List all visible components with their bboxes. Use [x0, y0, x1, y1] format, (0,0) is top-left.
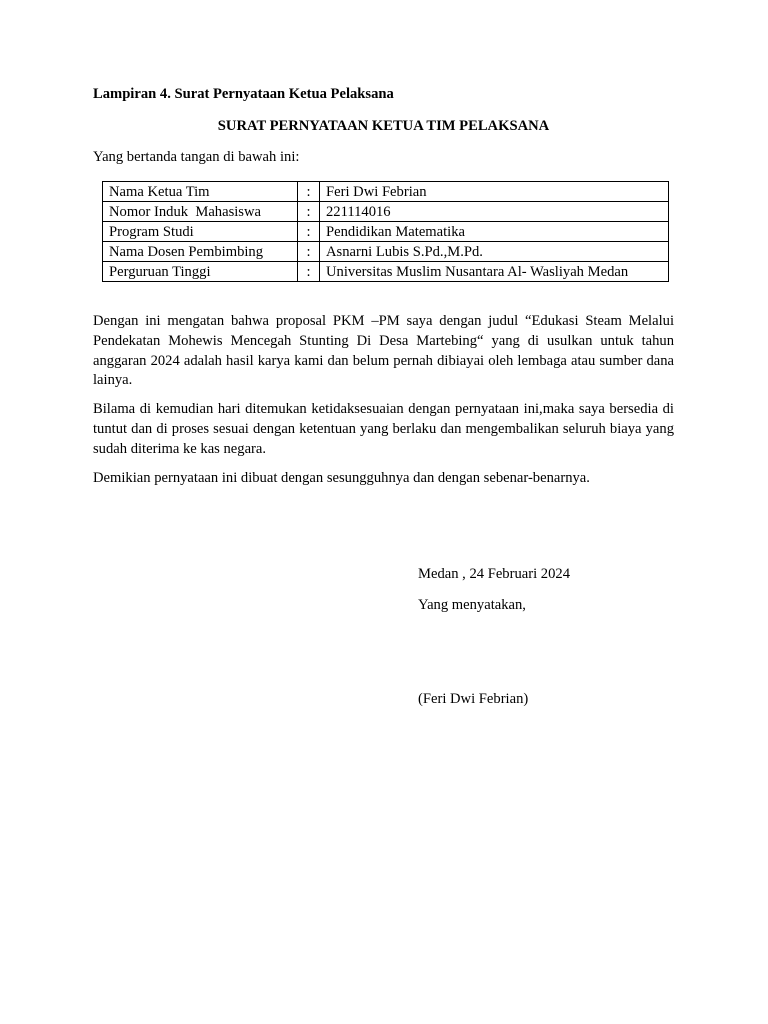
letter-title: SURAT PERNYATAAN KETUA TIM PELAKSANA: [217, 118, 550, 134]
row-separator: :: [298, 262, 320, 282]
row-label: Nama Ketua Tim: [103, 182, 298, 202]
closing-paragraph: Demikian pernyataan ini dibuat dengan sesungguhnya dan dengan sebenar-benarnya.: [93, 470, 590, 486]
row-value: Universitas Muslim Nusantara Al- Wasliyah Medan: [320, 262, 669, 282]
attachment-heading: Lampiran 4. Surat Pernyataan Ketua Pelaksana: [93, 86, 394, 102]
row-separator: :: [298, 242, 320, 262]
row-separator: :: [298, 222, 320, 242]
row-value: Asnarni Lubis S.Pd.,M.Pd.: [320, 242, 669, 262]
intro-text: Yang bertanda tangan di bawah ini:: [93, 149, 300, 165]
signatory-name: (Feri Dwi Febrian): [418, 691, 529, 707]
statement-paragraph: Dengan ini mengatan bahwa proposal PKM –PM saya dengan judul “Edukasi Steam Melalui Pendekatan Mohewis Mencegah Stunting Di Desa Martebing“ yang di usulkan untuk tahun anggaran 2024 adalah hasil karya kami dan belum pernah dibiayai oleh lembaga atau sumber dana lainya.: [93, 313, 674, 389]
table-row: [103, 262, 669, 282]
row-separator: :: [298, 202, 320, 222]
liability-paragraph: Bilama di kemudian hari ditemukan ketidaksesuaian dengan pernyataan ini,maka saya bersedia di tuntut dan di proses sesuai dengan ketentuan yang berlaku dan mengembalikan seluruh biaya yang sudah diterima ke kas negara.: [93, 401, 674, 457]
table-row: [103, 242, 669, 262]
row-label: Nama Dosen Pembimbing: [103, 242, 298, 262]
row-label: Program Studi: [103, 222, 298, 242]
row-value: Feri Dwi Febrian: [320, 182, 669, 202]
document-page: [93, 0, 674, 1024]
signature-role: Yang menyatakan,: [418, 597, 526, 613]
row-separator: :: [298, 182, 320, 202]
row-value: 221114016: [320, 202, 669, 222]
identity-table: [102, 181, 669, 282]
row-label: Perguruan Tinggi: [103, 262, 298, 282]
row-label: Nomor Induk Mahasiswa: [103, 202, 298, 222]
signature-place-date: Medan , 24 Februari 2024: [418, 566, 570, 582]
table-row: [103, 182, 669, 202]
row-value: Pendidikan Matematika: [320, 222, 669, 242]
table-row: [103, 222, 669, 242]
table-row: [103, 202, 669, 222]
